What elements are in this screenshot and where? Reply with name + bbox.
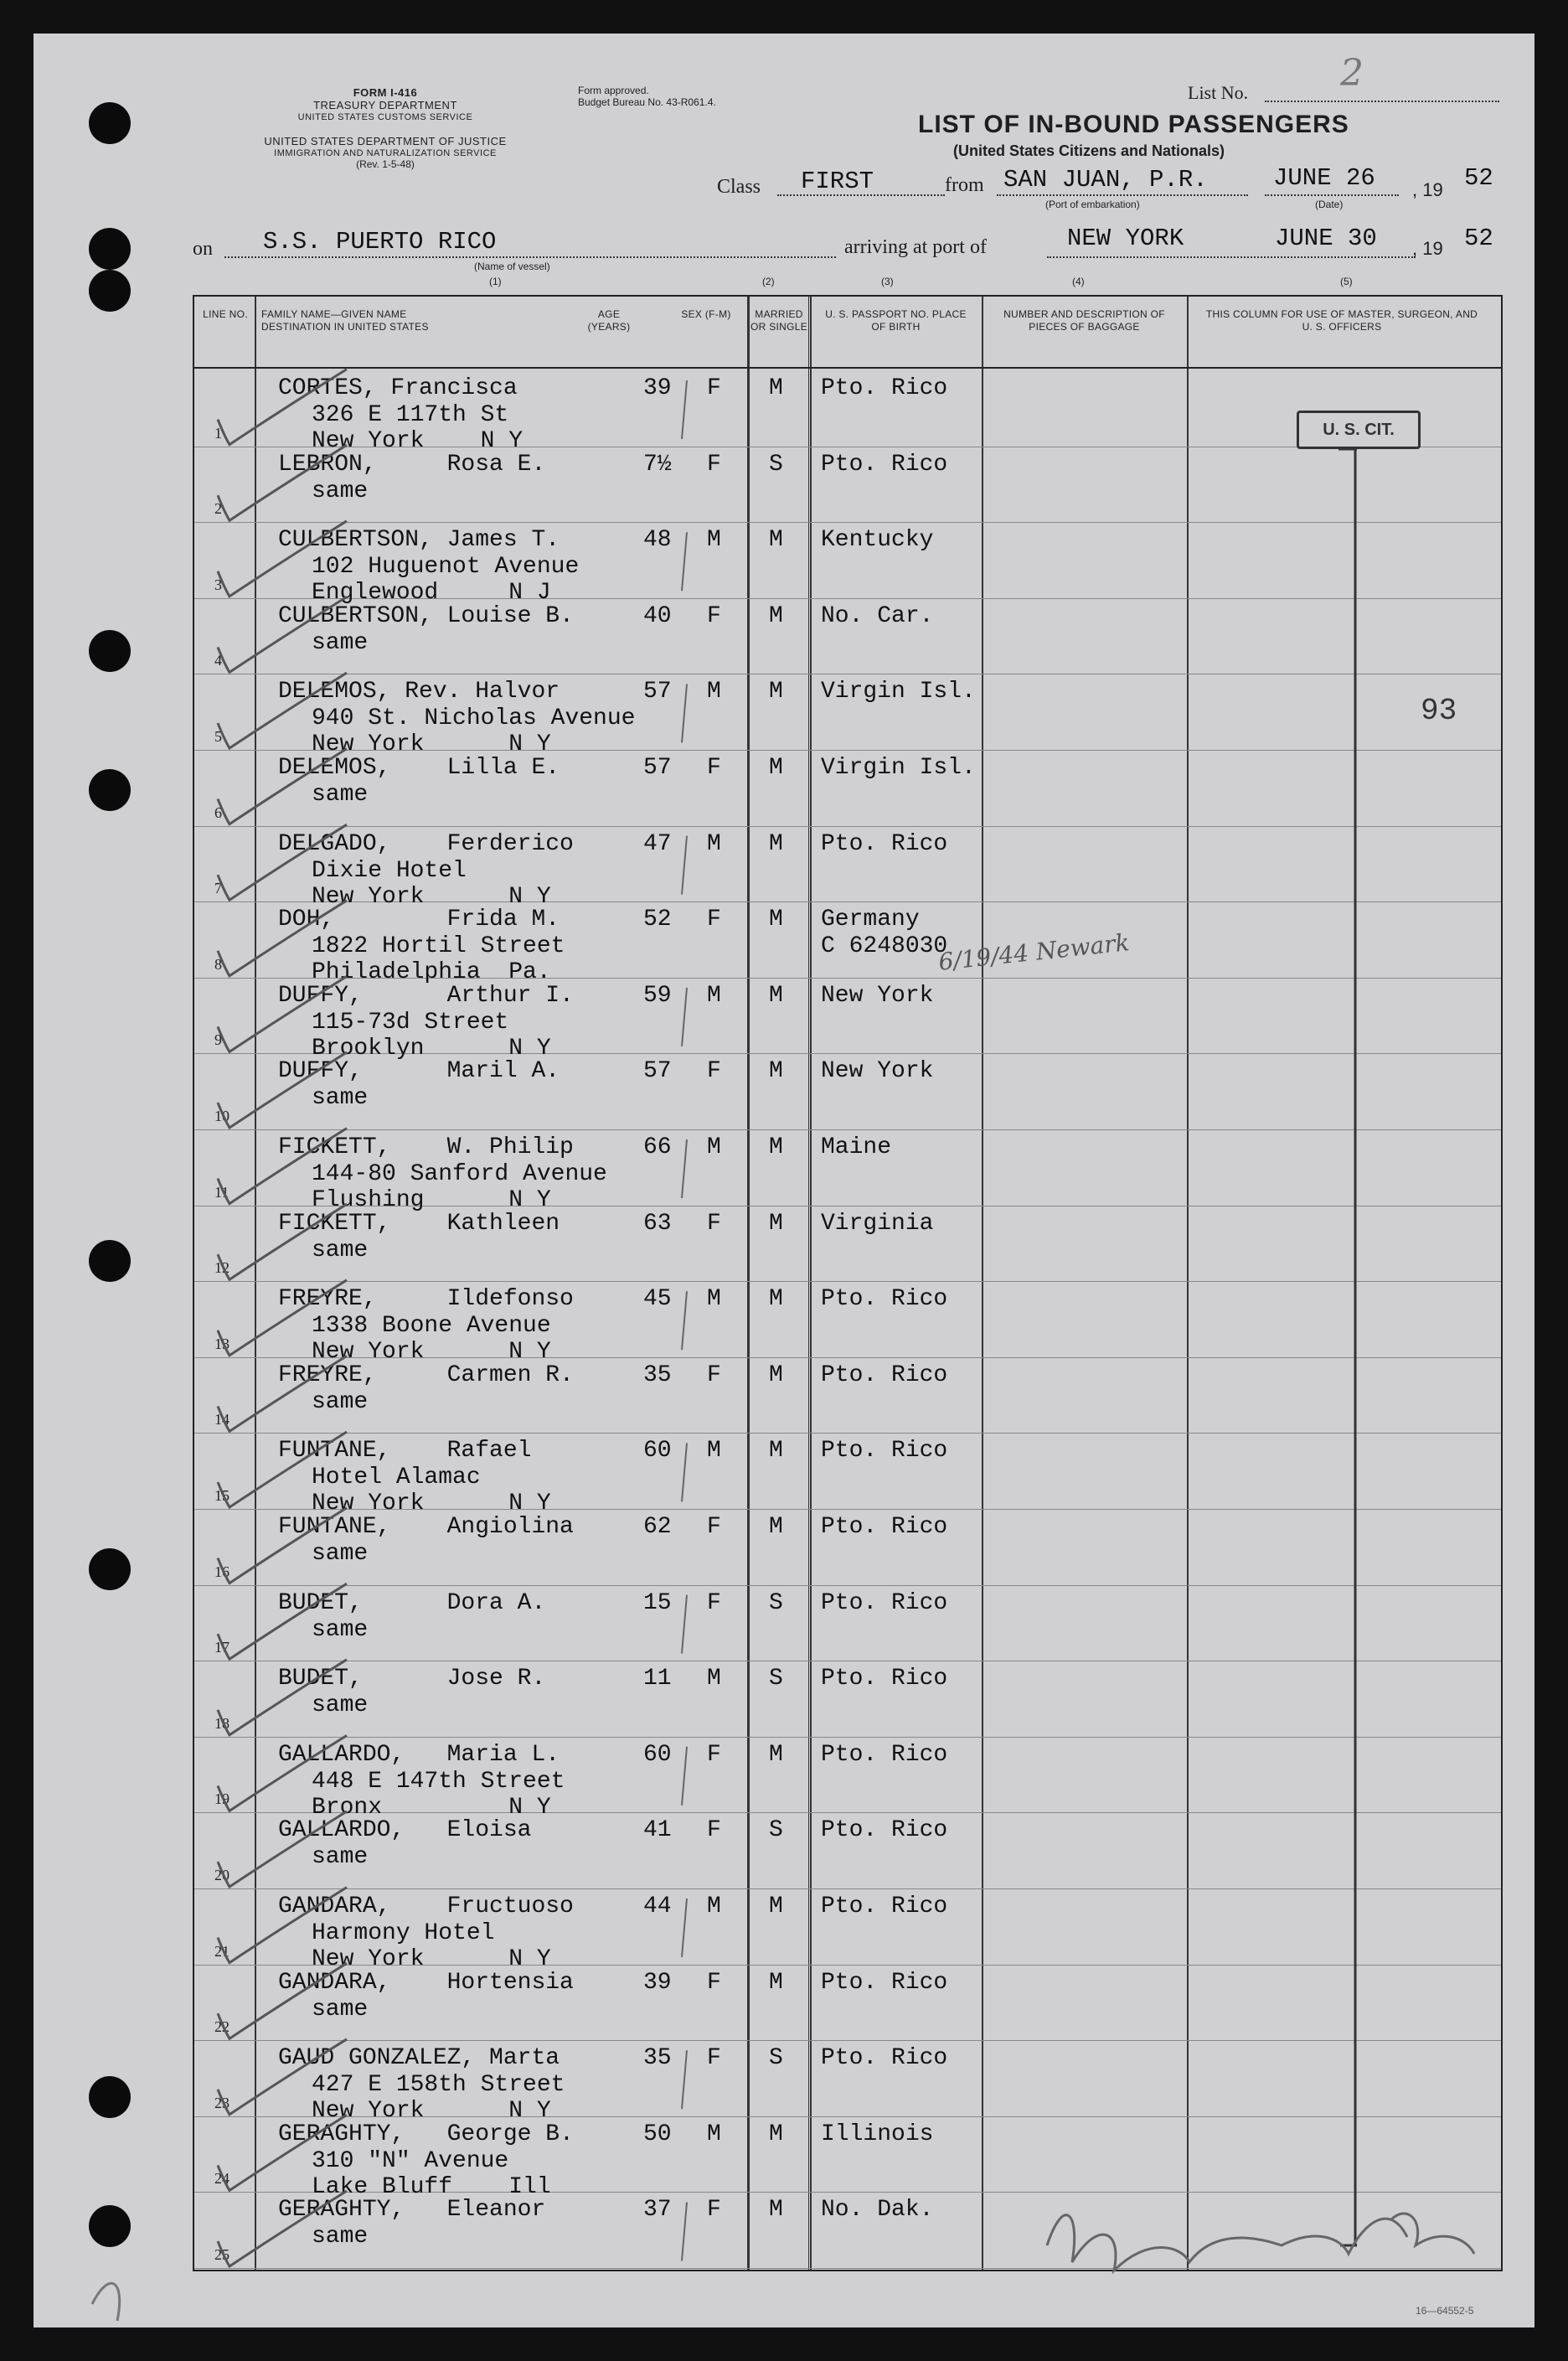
passenger-sex: F xyxy=(707,375,721,401)
passenger-name: CULBERTSON, James T. xyxy=(278,527,560,554)
marital-status: M xyxy=(769,982,783,1009)
binder-hole-1 xyxy=(89,102,131,144)
passenger-address: same xyxy=(312,1085,369,1112)
arrival-port: NEW YORK xyxy=(1067,225,1184,252)
marital-status: M xyxy=(769,1741,783,1768)
binder-hole-6 xyxy=(89,1240,131,1282)
place-of-birth: Illinois xyxy=(821,2121,934,2147)
passenger-name: BUDET, Dora A. xyxy=(278,1589,546,1616)
form-id-block xyxy=(193,87,578,123)
class-label: Class xyxy=(717,176,761,198)
place-of-birth: Pto. Rico xyxy=(821,830,948,857)
year-2: 52 xyxy=(1464,225,1493,252)
form-number: FORM I-416 xyxy=(353,86,418,99)
passenger-age: 59 xyxy=(643,982,672,1009)
passenger-name: GERAGHTY, Eleanor xyxy=(278,2197,546,2224)
passenger-age: 47 xyxy=(643,830,672,857)
passenger-name: DUFFY, Arthur I. xyxy=(278,982,574,1009)
passenger-name: DOH, Frida M. xyxy=(278,907,560,933)
year-prefix-1: , 19 xyxy=(1412,179,1443,200)
place-of-birth: Pto. Rico xyxy=(821,1893,948,1919)
passenger-address: New York N Y xyxy=(312,731,551,758)
passenger-address: 310 "N" Avenue xyxy=(312,2147,509,2174)
passenger-address: same xyxy=(312,1237,369,1263)
vessel-caption: (Name of vessel) xyxy=(474,261,550,272)
passenger-address: 102 Huguenot Avenue xyxy=(312,554,580,581)
passenger-address: 940 St. Nicholas Avenue xyxy=(312,705,636,732)
year-1: 52 xyxy=(1464,164,1493,192)
binder-hole-7 xyxy=(89,1548,131,1590)
place-of-birth: Virginia xyxy=(821,1210,934,1237)
form-id-block-2 xyxy=(193,136,578,170)
passenger-age: 35 xyxy=(643,1361,672,1388)
row-divider xyxy=(194,2040,1501,2041)
place-of-birth: Pto. Rico xyxy=(821,375,948,401)
passenger-name: GAUD GONZALEZ, Marta xyxy=(278,2045,560,2072)
passenger-name: FUNTANE, Rafael xyxy=(278,1438,532,1465)
colnum-2: (2) xyxy=(762,276,775,287)
from-value: SAN JUAN, P.R. xyxy=(1003,166,1208,194)
marital-status: M xyxy=(769,1058,783,1085)
line-number: 4 xyxy=(214,652,222,669)
place-of-birth: Germany xyxy=(821,907,920,933)
place-of-birth: Kentucky xyxy=(821,527,934,554)
marital-status: M xyxy=(769,1361,783,1388)
line-number: 13 xyxy=(214,1335,230,1352)
passenger-age: 63 xyxy=(643,1210,672,1237)
passenger-age: 41 xyxy=(643,1817,672,1844)
row-divider xyxy=(194,1888,1501,1889)
passenger-address: same xyxy=(312,478,369,504)
passenger-address: Lake Bluff Ill xyxy=(312,2173,551,2200)
passenger-address: New York N Y xyxy=(312,428,524,454)
passenger-address: same xyxy=(312,1844,369,1871)
passenger-name: FREYRE, Ildefonso xyxy=(278,1286,574,1313)
place-of-birth: Pto. Rico xyxy=(821,1514,948,1540)
line-number: 17 xyxy=(214,1639,230,1656)
passenger-address: 326 E 117th St xyxy=(312,402,509,428)
passenger-address: 448 E 147th Street xyxy=(312,1768,565,1795)
line-number: 19 xyxy=(214,1790,230,1808)
passenger-name: DELEMOS, Lilla E. xyxy=(278,755,560,781)
marital-status: S xyxy=(769,1589,783,1616)
passenger-sex: M xyxy=(707,679,721,705)
marital-status: M xyxy=(769,1438,783,1465)
place-of-birth: Pto. Rico xyxy=(821,1438,948,1465)
marital-status: M xyxy=(769,375,783,401)
place-of-birth: New York xyxy=(821,1058,934,1085)
col-divider-6 xyxy=(810,297,812,2270)
line-number: 3 xyxy=(214,576,222,593)
marital-status: M xyxy=(769,907,783,933)
line-number: 9 xyxy=(214,1031,222,1049)
passenger-name: GALLARDO, Eloisa xyxy=(278,1817,532,1844)
passenger-age: 60 xyxy=(643,1438,672,1465)
passenger-name: FUNTANE, Angiolina xyxy=(278,1514,574,1540)
colhead-line-no: LINE NO. xyxy=(203,308,248,320)
passenger-address: New York N Y xyxy=(312,1339,551,1366)
passenger-sex: M xyxy=(707,1438,721,1465)
passenger-address: same xyxy=(312,1388,369,1415)
passenger-age: 44 xyxy=(643,1893,672,1919)
line-number: 20 xyxy=(214,1867,230,1883)
passenger-sex: M xyxy=(707,1134,721,1160)
passenger-name: DELEMOS, Rev. Halvor xyxy=(278,679,560,705)
marital-status: S xyxy=(769,1817,783,1844)
passenger-name: GANDARA, Hortensia xyxy=(278,1969,574,1996)
passenger-sex: M xyxy=(707,2121,721,2147)
passenger-age: 39 xyxy=(643,1969,672,1996)
passenger-age: 60 xyxy=(643,1741,672,1768)
colhead-age: AGE (YEARS) xyxy=(587,308,631,333)
us-cit-stamp-text: U. S. CIT. xyxy=(1323,421,1395,439)
passenger-address: Philadelphia Pa. xyxy=(312,959,551,986)
passenger-sex: F xyxy=(707,1514,721,1540)
colhead-married: MARRIED OR SINGLE xyxy=(750,308,808,333)
passenger-age: 66 xyxy=(643,1134,672,1160)
passenger-address: 1822 Hortil Street xyxy=(312,933,565,960)
place-of-birth: Virgin Isl. xyxy=(821,755,976,781)
passenger-address: New York N Y xyxy=(312,2098,551,2125)
passenger-sex: F xyxy=(707,1969,721,1996)
passenger-sex: F xyxy=(707,2045,721,2072)
line-number: 10 xyxy=(214,1108,230,1124)
on-label: on xyxy=(193,238,213,260)
us-cit-stamp xyxy=(1297,411,1421,449)
doh-note: 6/19/44 Newark xyxy=(936,928,1132,976)
colhead-officers: THIS COLUMN FOR USE OF MASTER, SURGEON, AND U. S. OFFICERS xyxy=(1205,308,1478,333)
passenger-address: New York N Y xyxy=(312,1946,551,1972)
passenger-address: New York N Y xyxy=(312,1490,551,1517)
footer-code: 16—64552-5 xyxy=(1416,2305,1474,2317)
list-title: LIST OF IN-BOUND PASSENGERS xyxy=(918,111,1349,138)
dept-customs: UNITED STATES CUSTOMS SERVICE xyxy=(297,111,473,122)
from-label: from xyxy=(945,174,984,196)
dept-ins: IMMIGRATION AND NATURALIZATION SERVICE xyxy=(274,147,497,158)
passenger-sex: F xyxy=(707,1361,721,1388)
line-number: 6 xyxy=(214,803,222,821)
row-divider xyxy=(194,1433,1501,1434)
form-approved-block xyxy=(578,85,716,109)
place-of-birth: No. Car. xyxy=(821,602,934,629)
row-divider xyxy=(194,826,1501,827)
marital-status: M xyxy=(769,1514,783,1540)
col-divider-8 xyxy=(1187,297,1189,2270)
binder-hole-3 xyxy=(89,270,131,312)
date-arrive: JUNE 30 xyxy=(1275,225,1377,252)
place-of-birth: Pto. Rico xyxy=(821,1817,948,1844)
passenger-address: same xyxy=(312,1616,369,1643)
class-value: FIRST xyxy=(801,168,874,195)
passenger-age: 11 xyxy=(643,1666,672,1692)
line-number: 1 xyxy=(214,424,222,442)
tally-number: 93 xyxy=(1421,694,1457,728)
binder-hole-9 xyxy=(89,2205,131,2247)
binder-hole-2 xyxy=(89,228,131,270)
passenger-age: 48 xyxy=(643,527,672,554)
passenger-sex: M xyxy=(707,1286,721,1313)
passenger-age: 15 xyxy=(643,1589,672,1616)
colnum-4: (4) xyxy=(1072,276,1085,287)
passenger-name: FICKETT, W. Philip xyxy=(278,1134,574,1160)
row-divider xyxy=(194,1737,1501,1738)
passenger-name: CORTES, Francisca xyxy=(278,375,518,401)
binder-hole-5 xyxy=(89,769,131,811)
line-number: 24 xyxy=(214,2170,230,2188)
passenger-sex: F xyxy=(707,1817,721,1844)
marital-status: M xyxy=(769,2197,783,2224)
passenger-sex: F xyxy=(707,1741,721,1768)
marital-status: M xyxy=(769,2121,783,2147)
row-divider xyxy=(194,1281,1501,1282)
list-no-line xyxy=(1265,101,1499,102)
passenger-name: BUDET, Jose R. xyxy=(278,1666,546,1692)
passenger-address: Englewood N J xyxy=(312,580,551,607)
header-rule xyxy=(194,367,1501,369)
passenger-address: same xyxy=(312,1541,369,1567)
passenger-age: 52 xyxy=(643,907,672,933)
passenger-sex: F xyxy=(707,1058,721,1085)
form-approved: Form approved. xyxy=(578,85,649,96)
place-of-birth: Pto. Rico xyxy=(821,451,948,478)
place-of-birth: Pto. Rico xyxy=(821,1286,948,1313)
passenger-sex: F xyxy=(707,907,721,933)
passenger-sex: M xyxy=(707,1893,721,1919)
passenger-address: 144-80 Sanford Avenue xyxy=(312,1161,607,1187)
line-number: 22 xyxy=(214,2018,230,2036)
passenger-age: 57 xyxy=(643,679,672,705)
marital-status: M xyxy=(769,1134,783,1160)
passenger-address: New York N Y xyxy=(312,883,551,910)
list-no-value: 2 xyxy=(1340,52,1364,95)
line-number: 16 xyxy=(214,1563,230,1580)
passenger-sex: F xyxy=(707,2197,721,2224)
passenger-address: Flushing N Y xyxy=(312,1187,551,1213)
dept-justice: UNITED STATES DEPARTMENT OF JUSTICE xyxy=(264,135,507,147)
marital-status: M xyxy=(769,527,783,554)
passenger-address: same xyxy=(312,1692,369,1719)
passenger-name: GANDARA, Fructuoso xyxy=(278,1893,574,1919)
passenger-address: Bronx N Y xyxy=(312,1794,551,1821)
passenger-address: Dixie Hotel xyxy=(312,857,467,884)
year-prefix-2: , 19 xyxy=(1412,238,1443,259)
passenger-age: 7½ xyxy=(643,451,672,478)
colhead-passport: U. S. PASSPORT NO. PLACE OF BIRTH xyxy=(825,308,967,333)
passenger-sex: F xyxy=(707,755,721,781)
colnum-1: (1) xyxy=(489,276,502,287)
passenger-age: 62 xyxy=(643,1514,672,1540)
place-of-birth: No. Dak. xyxy=(821,2197,934,2224)
passenger-sex: F xyxy=(707,602,721,629)
line-number: 21 xyxy=(214,1942,230,1960)
marital-status: M xyxy=(769,1210,783,1237)
passenger-name: FICKETT, Kathleen xyxy=(278,1210,560,1237)
place-of-birth: Pto. Rico xyxy=(821,1666,948,1692)
date-depart-line xyxy=(1265,194,1399,196)
marital-status: S xyxy=(769,451,783,478)
passenger-sex: M xyxy=(707,830,721,857)
passenger-sex: M xyxy=(707,982,721,1009)
passenger-sex: F xyxy=(707,451,721,478)
colhead-name: FAMILY NAME—GIVEN NAME DESTINATION IN UNITED STATES xyxy=(261,308,429,333)
passenger-name: DUFFY, Maril A. xyxy=(278,1058,560,1085)
binder-hole-8 xyxy=(89,2076,131,2118)
line-number: 8 xyxy=(214,955,222,973)
marital-status: S xyxy=(769,1666,783,1692)
line-number: 23 xyxy=(214,2094,230,2111)
col-divider-1 xyxy=(255,297,256,2270)
passenger-address: same xyxy=(312,2224,369,2250)
row-divider xyxy=(194,1585,1501,1586)
list-subtitle: (United States Citizens and Nationals) xyxy=(953,142,1225,159)
marital-status: M xyxy=(769,1893,783,1919)
line-number: 15 xyxy=(214,1487,230,1504)
form-rev: (Rev. 1-5-48) xyxy=(356,158,415,170)
marital-status: S xyxy=(769,2045,783,2072)
vessel-line xyxy=(224,256,836,258)
colnum-3: (3) xyxy=(881,276,894,287)
passenger-sex: F xyxy=(707,1589,721,1616)
passenger-age: 39 xyxy=(643,375,672,401)
place-of-birth: Maine xyxy=(821,1134,892,1160)
passenger-address: same xyxy=(312,782,369,808)
passenger-age: 50 xyxy=(643,2121,672,2147)
marital-status: M xyxy=(769,830,783,857)
col-divider-5 xyxy=(747,297,749,2270)
passenger-address: same xyxy=(312,1996,369,2023)
passenger-name: GERAGHTY, George B. xyxy=(278,2121,574,2147)
passport-number: C 6248030 xyxy=(821,933,948,960)
port-embark-caption: (Port of embarkation) xyxy=(1045,199,1140,210)
place-of-birth: Pto. Rico xyxy=(821,2045,948,2072)
col-divider-7 xyxy=(982,297,983,2270)
passenger-name: CULBERTSON, Louise B. xyxy=(278,602,574,629)
passenger-age: 35 xyxy=(643,2045,672,2072)
arriving-label: arriving at port of xyxy=(844,236,987,258)
marital-status: M xyxy=(769,602,783,629)
passenger-sex: M xyxy=(707,527,721,554)
place-of-birth: Pto. Rico xyxy=(821,1589,948,1616)
row-divider xyxy=(194,1129,1501,1130)
marital-status: M xyxy=(769,755,783,781)
line-number: 5 xyxy=(214,728,222,745)
passenger-address: 427 E 158th Street xyxy=(312,2072,565,2099)
date-caption: (Date) xyxy=(1315,199,1344,210)
budget-bureau: Budget Bureau No. 43-R061.4. xyxy=(578,96,716,108)
passenger-age: 37 xyxy=(643,2197,672,2224)
line-number: 18 xyxy=(214,1714,230,1732)
line-number: 11 xyxy=(214,1183,230,1201)
passenger-sex: M xyxy=(707,1666,721,1692)
passenger-age: 57 xyxy=(643,1058,672,1085)
passenger-address: Harmony Hotel xyxy=(312,1920,495,1946)
vessel-name: S.S. PUERTO RICO xyxy=(263,228,497,256)
passenger-table xyxy=(193,295,1503,2271)
passenger-sex: F xyxy=(707,1210,721,1237)
marital-status: M xyxy=(769,1969,783,1996)
colnum-5: (5) xyxy=(1340,276,1353,287)
row-divider xyxy=(194,2268,1501,2269)
passenger-age: 45 xyxy=(643,1286,672,1313)
place-of-birth: New York xyxy=(821,982,934,1009)
binder-hole-4 xyxy=(89,630,131,672)
passenger-address: Hotel Alamac xyxy=(312,1465,481,1491)
row-divider xyxy=(194,522,1501,523)
place-of-birth: Pto. Rico xyxy=(821,1969,948,1996)
col-divider-2 xyxy=(749,297,750,2270)
colhead-sex: SEX (F-M) xyxy=(681,308,731,320)
col-divider-3 xyxy=(808,297,809,2270)
place-of-birth: Pto. Rico xyxy=(821,1741,948,1768)
place-of-birth: Pto. Rico xyxy=(821,1361,948,1388)
passenger-name: FREYRE, Carmen R. xyxy=(278,1361,574,1388)
from-line xyxy=(997,194,1248,196)
arrival-line xyxy=(1047,256,1416,258)
passenger-address: 115-73d Street xyxy=(312,1009,509,1036)
passenger-age: 57 xyxy=(643,755,672,781)
passenger-address: same xyxy=(312,629,369,656)
line-number: 7 xyxy=(214,880,222,897)
passenger-age: 40 xyxy=(643,602,672,629)
list-no-label: List No. xyxy=(1188,82,1249,103)
passenger-address: 1338 Boone Avenue xyxy=(312,1313,551,1340)
passenger-name: GALLARDO, Maria L. xyxy=(278,1741,560,1768)
line-number: 25 xyxy=(214,2246,230,2263)
dept-treasury: TREASURY DEPARTMENT xyxy=(313,98,457,111)
passenger-name: LEBRON, Rosa E. xyxy=(278,451,546,478)
passenger-address: Brooklyn N Y xyxy=(312,1035,551,1062)
marital-status: M xyxy=(769,679,783,705)
date-depart: JUNE 26 xyxy=(1273,164,1375,192)
colhead-baggage: NUMBER AND DESCRIPTION OF PIECES OF BAGGAGE xyxy=(1003,308,1165,333)
line-number: 2 xyxy=(214,500,222,518)
marital-status: M xyxy=(769,1286,783,1313)
place-of-birth: Virgin Isl. xyxy=(821,679,976,705)
line-number: 12 xyxy=(214,1259,230,1277)
line-number: 14 xyxy=(214,1411,230,1428)
passenger-name: DELGADO, Ferderico xyxy=(278,830,574,857)
